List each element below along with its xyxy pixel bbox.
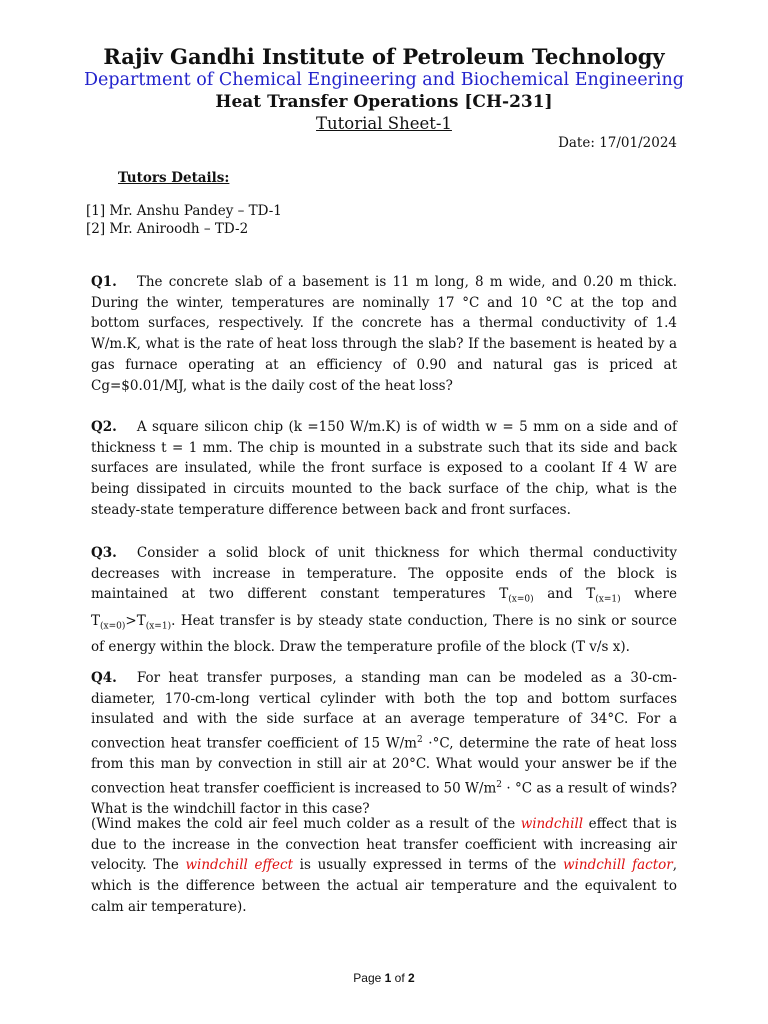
page-word: Page	[353, 971, 382, 985]
sheet-title: Tutorial Sheet-1	[316, 114, 452, 133]
question-label: Q1.	[91, 274, 117, 290]
superscript: 2	[416, 735, 423, 746]
question-text: . Heat transfer is by steady state conduction, There is no sink or source of energy within the block. Draw the temperature profile of the block (T v/s x).	[91, 612, 677, 656]
note-text: (Wind makes the cold air feel much colder as a result of the	[91, 816, 521, 832]
question-label: Q4.	[91, 670, 117, 686]
page-footer	[0, 971, 768, 985]
question-text: A square silicon chip (k =150 W/m.K) is of width w = 5 mm on a side and of thickness t = 1 mm. The chip is mounted in a substrate such that its side and back surfaces are insulated, while the front surface is exposed to a coolant If 4 W are being dissipated in circuits mounted to the back surface of the chip, what is the steady-state temperature difference between back and front surfaces.	[91, 419, 677, 518]
course-title: Heat Transfer Operations [CH-231]	[215, 92, 553, 112]
tutor-item: [1] Mr. Anshu Pandey – TD-1	[86, 203, 282, 219]
date-label: Date: 17/01/2024	[558, 135, 677, 151]
of-word: of	[394, 971, 405, 985]
question-text: For heat transfer purposes, a standing man can be modeled as a 30-cm-diameter, 170-cm-long vertical cylinder with both the top and bottom surfaces insulated and with the side surface at an average temperature of 34°C. For a convection heat transfer coefficient of 15 W/m	[91, 670, 677, 752]
highlight-term: windchill	[520, 816, 584, 832]
question-1	[91, 272, 677, 396]
subscript: (x=0)	[100, 621, 126, 632]
question-text: Consider a solid block of unit thickness for which thermal conductivity decreases with increase in temperature. The opposite ends of the block is maintained at two different constant temperatures T	[91, 545, 677, 603]
note-text: , which is the difference between the actual air temperature and the equivalent to calm air temperature).	[91, 857, 677, 915]
question-label: Q3.	[91, 545, 117, 561]
page-number: 1	[384, 971, 392, 985]
question-text: and T	[533, 586, 596, 603]
question-2	[91, 417, 677, 521]
note-text: effect that is due to the increase in the convection heat transfer coefficient with increasing air velocity. The	[91, 816, 677, 874]
question-text: · °C as a result of winds? What is the windchill factor in this case?	[91, 780, 677, 818]
tutors-heading: Tutors Details:	[118, 170, 230, 186]
page-total: 2	[408, 971, 415, 985]
institute-title: Rajiv Gandhi Institute of Petroleum Technology	[103, 44, 665, 69]
windchill-note	[91, 814, 677, 918]
superscript: 2	[496, 780, 503, 791]
question-text: The concrete slab of a basement is 11 m long, 8 m wide, and 0.20 m thick. During the winter, temperatures are nominally 17 °C and 10 °C at the top and bottom surfaces, respectively. If the concrete has a thermal conductivity of 1.4 W/m.K, what is the rate of heat loss through the slab? If the basement is heated by a gas furnace operating at an efficiency of 0.90 and natural gas is priced at Cg=$0.01/MJ, what is the daily cost of the heat loss?	[91, 274, 677, 394]
subscript: (x=1)	[595, 595, 621, 606]
department-title: Department of Chemical Engineering and Biochemical Engineering	[84, 70, 684, 90]
note-text: is usually expressed in terms of the	[293, 857, 564, 874]
subscript: (x=0)	[508, 595, 534, 606]
tutor-item: [2] Mr. Aniroodh – TD-2	[86, 221, 249, 237]
highlight-term: windchill factor	[563, 857, 673, 874]
question-3	[91, 543, 677, 658]
question-label: Q2.	[91, 419, 117, 435]
question-text: >T	[125, 612, 146, 629]
subscript: (x=1)	[145, 621, 172, 632]
question-4	[91, 668, 677, 820]
highlight-term: windchill effect	[185, 857, 294, 874]
question-text: where T	[91, 586, 677, 629]
question-text: ·°C, determine the rate of heat loss from this man by convection in still air at 20°C. What would your answer be if the convection heat transfer coefficient is increased to 50 W/m	[91, 735, 677, 797]
